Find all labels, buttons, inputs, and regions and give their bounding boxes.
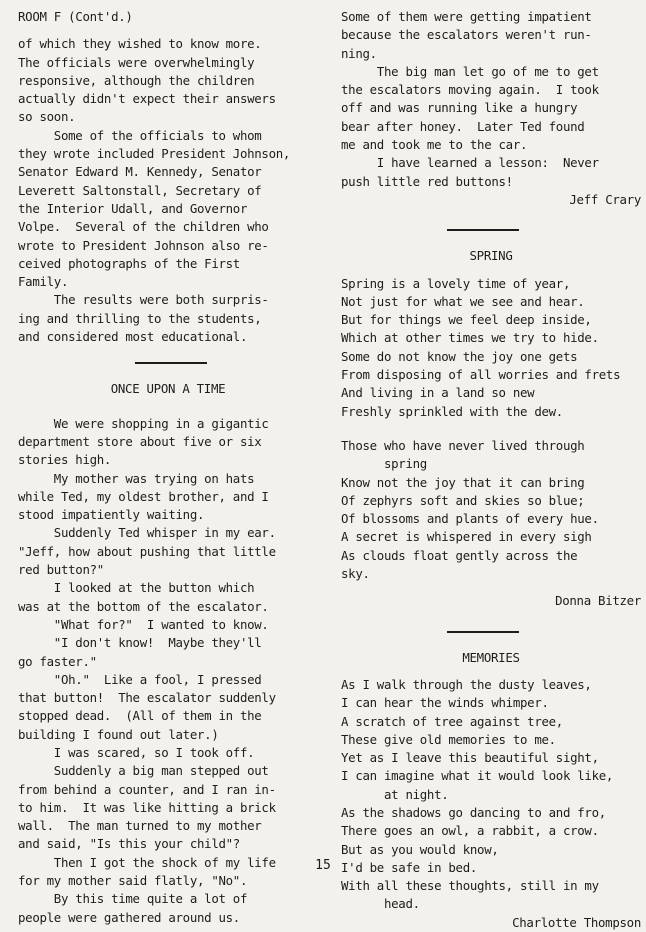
text-line: I'd be safe in bed.: [341, 859, 478, 875]
text-line: wrote to President Johnson also re-: [18, 237, 269, 253]
text-line: I have learned a lesson: Never: [341, 155, 599, 171]
text-line: sky.: [341, 566, 370, 582]
text-line: "What for?" I wanted to know.: [18, 616, 269, 632]
text-line: ceived photographs of the First: [18, 255, 240, 271]
text-line: off and was running like a hungry: [341, 100, 578, 116]
text-line: Suddenly Ted whisper in my ear.: [18, 525, 276, 541]
text-line: ing and thrilling to the students,: [18, 310, 262, 326]
text-line: for my mother said flatly, "No".: [18, 873, 248, 889]
text-line: responsive, although the children: [18, 72, 255, 88]
poem-spring-author: Donna Bitzer: [555, 593, 641, 609]
story-author: Jeff Crary: [569, 191, 641, 207]
text-line: me and took me to the car.: [341, 137, 528, 153]
text-line: Freshly sprinkled with the dew.: [341, 403, 563, 419]
text-line: I can imagine what it would look like,: [341, 768, 614, 784]
text-line: department store about five or six: [18, 433, 262, 449]
text-line: so soon.: [18, 109, 76, 125]
text-line: from behind a counter, and I ran in-: [18, 781, 276, 797]
text-line: And living in a land so new: [341, 385, 535, 401]
text-line: to him. It was like hitting a brick: [18, 799, 276, 815]
text-line: Volpe. Several of the children who: [18, 219, 269, 235]
text-line: Spring is a lovely time of year,: [341, 275, 571, 291]
text-line: Leverett Saltonstall, Secretary of: [18, 182, 262, 198]
text-line: Of zephyrs soft and skies so blue;: [341, 492, 585, 508]
text-line: The results were both surpris-: [18, 292, 269, 308]
text-line: and said, "Is this your child"?: [18, 836, 240, 852]
text-line: But as you would know,: [341, 841, 499, 857]
text-line: Then I got the shock of my life: [18, 854, 276, 870]
text-line: Family.: [18, 274, 69, 290]
text-line: I looked at the button which: [18, 580, 255, 596]
poem-title-spring: SPRING: [469, 248, 513, 264]
text-line: head.: [341, 896, 420, 912]
text-line: while Ted, my oldest brother, and I: [18, 488, 269, 504]
text-line: at night.: [341, 786, 449, 802]
text-line: spring: [341, 456, 427, 472]
left-column: [18, 8, 318, 927]
text-line: ning.: [341, 45, 377, 61]
text-line: I was scared, so I took off.: [18, 744, 255, 760]
text-line: From disposing of all worries and frets: [341, 367, 621, 383]
text-line: Some do not know the joy one gets: [341, 348, 578, 364]
text-line: As clouds float gently across the: [341, 547, 578, 563]
poem-title-memories: MEMORIES: [462, 649, 520, 665]
text-line: With all these thoughts, still in my: [341, 878, 599, 894]
right-column: [341, 8, 641, 932]
text-line: they wrote included President Johnson,: [18, 146, 291, 162]
text-line: the Interior Udall, and Governor: [18, 200, 248, 216]
poem-memories-author: Charlotte Thompson: [512, 914, 641, 930]
text-line: "Jeff, how about pushing that little: [18, 543, 276, 559]
text-line: As the shadows go dancing to and fro,: [341, 804, 606, 820]
text-line: "I don't know! Maybe they'll: [18, 635, 262, 651]
story-continued: [341, 8, 641, 191]
poem-spring-stanza-2: [341, 437, 641, 583]
text-line: Suddenly a big man stepped out: [18, 763, 269, 779]
text-line: that button! The escalator suddenly: [18, 690, 276, 706]
room-f-article: [18, 35, 318, 346]
poem-memories-body: [341, 676, 641, 914]
text-line: Some of the officials to whom: [18, 127, 262, 143]
text-line: The officials were overwhelmingly: [18, 54, 255, 70]
text-line: building I found out later.): [18, 726, 219, 742]
text-line: and considered most educational.: [18, 329, 248, 345]
story-body: [18, 415, 318, 927]
text-line: "Oh." Like a fool, I pressed: [18, 671, 262, 687]
text-line: bear after honey. Later Ted found: [341, 118, 585, 134]
text-line: Senator Edward M. Kennedy, Senator: [18, 164, 262, 180]
text-line: was at the bottom of the escalator.: [18, 598, 269, 614]
page-number: 15: [315, 858, 331, 873]
text-line: stories high.: [18, 452, 112, 468]
text-line: the escalators moving again. I took: [341, 82, 599, 98]
text-line: people were gathered around us.: [18, 909, 240, 925]
text-line: Some of them were getting impatient: [341, 9, 592, 24]
text-line: As I walk through the dusty leaves,: [341, 676, 592, 692]
text-line: because the escalators weren't run-: [341, 27, 592, 43]
text-line: push little red buttons!: [341, 173, 513, 189]
text-line: My mother was trying on hats: [18, 470, 255, 486]
text-line: Of blossoms and plants of every hue.: [341, 511, 599, 527]
text-line: stopped dead. (All of them in the: [18, 708, 262, 724]
text-line: Those who have never lived through: [341, 437, 585, 453]
text-line: The big man let go of me to get: [341, 63, 599, 79]
text-line: Which at other times we try to hide.: [341, 330, 599, 346]
text-line: of which they wished to know more.: [18, 36, 262, 52]
text-line: stood impatiently waiting.: [18, 507, 205, 523]
text-line: go faster.": [18, 653, 97, 669]
text-line: But for things we feel deep inside,: [341, 312, 592, 328]
text-line: These give old memories to me.: [341, 731, 556, 747]
text-line: A secret is whispered in every sigh: [341, 529, 592, 545]
text-line: We were shopping in a gigantic: [18, 415, 269, 431]
text-line: There goes an owl, a rabbit, a crow.: [341, 823, 599, 839]
text-line: red button?": [18, 562, 104, 578]
text-line: Yet as I leave this beautiful sight,: [341, 750, 599, 766]
text-line: Not just for what we see and hear.: [341, 293, 585, 309]
text-line: actually didn't expect their answers: [18, 91, 276, 107]
text-line: Know not the joy that it can bring: [341, 474, 585, 490]
text-line: By this time quite a lot of: [18, 891, 248, 907]
text-line: wall. The man turned to my mother: [18, 818, 262, 834]
text-line: A scratch of tree against tree,: [341, 713, 563, 729]
story-title: ONCE UPON A TIME: [110, 381, 226, 397]
poem-spring-stanza-1: [341, 275, 641, 421]
section-header: ROOM F (Cont'd.): [18, 9, 133, 24]
text-line: I can hear the winds whimper.: [341, 695, 549, 711]
